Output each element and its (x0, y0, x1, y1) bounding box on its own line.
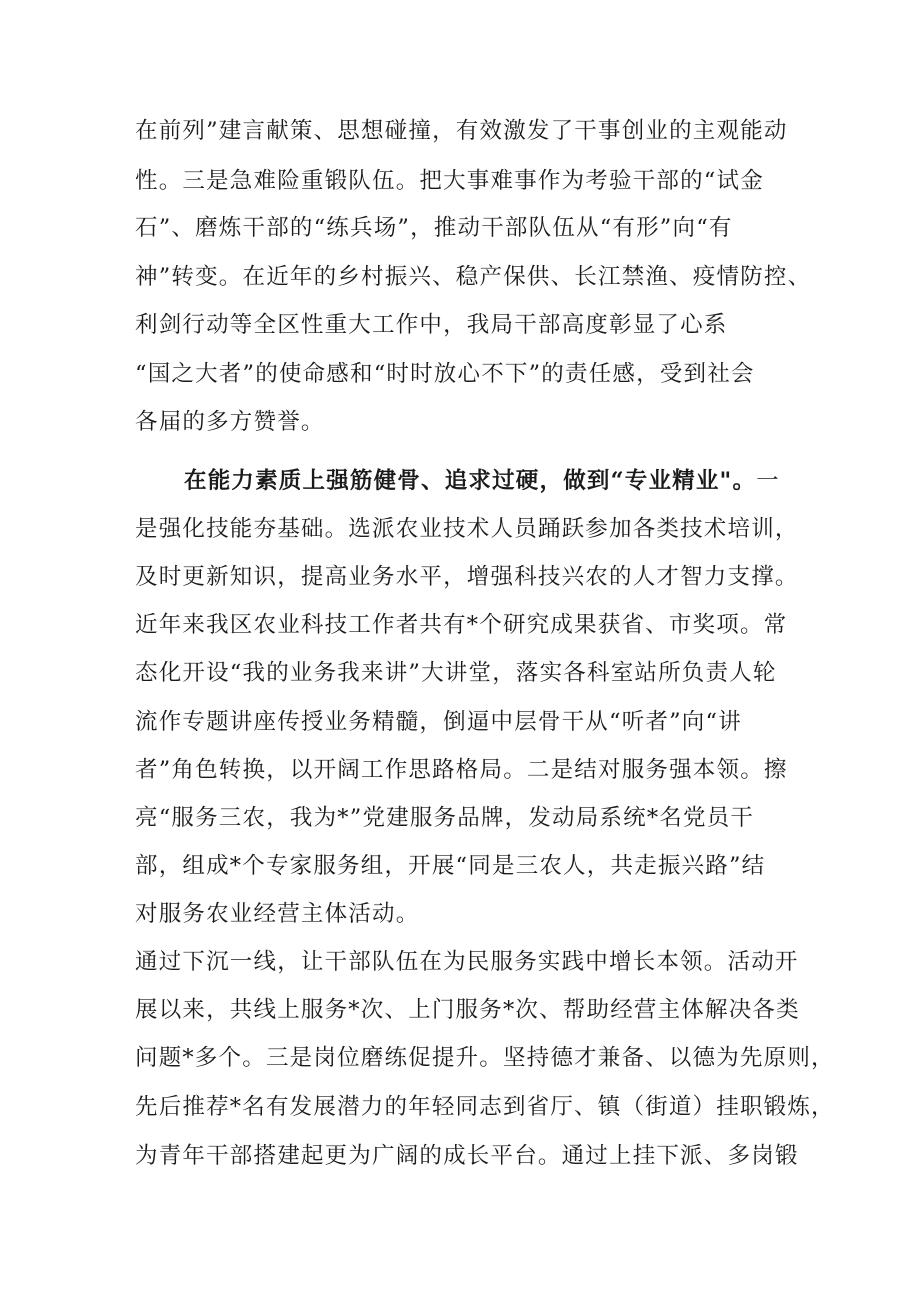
text-line: 先后推荐*名有发展潜力的年轻同志到省厅、镇（街道）挂职锻炼， (135, 1094, 835, 1120)
text-line: 部，组成*个专家服务组，开展“同是三农人，共走振兴路”结 (135, 853, 766, 879)
text-line: 及时更新知识，提高业务水平，增强科技兴农的人才智力支撑。 (135, 564, 799, 590)
text-line: 者”角色转换，以开阔工作思路格局。二是结对服务强本领。擦 (135, 757, 788, 783)
text-line: 通过下沉一线，让干部队伍在为民服务实践中增长本领。活动开 (135, 949, 799, 975)
text-line: 神”转变。在近年的乡村振兴、稳产保供、长江禁渔、疫情防控、 (135, 264, 812, 290)
text-line: 各届的多方赞誉。 (135, 409, 325, 435)
text-line: 在前列”建言献策、思想碰撞，有效激发了干事创业的主观能动 (135, 118, 788, 144)
text-line: “国之大者”的使命感和“时时放心不下”的责任感，受到社会 (135, 361, 755, 387)
text-line: 展以来，共线上服务*次、上门服务*次、帮助经营主体解决各类 (135, 997, 800, 1023)
section-heading: 在能力素质上强筋健骨、追求过硬，做到“专业精业"。 (184, 468, 757, 494)
text-line: 利剑行动等全区性重大工作中，我局干部高度彰显了心系 (135, 312, 728, 338)
text-line: 近年来我区农业科技工作者共有*个研究成果获省、市奖项。常 (135, 612, 788, 638)
text-line: 问题*多个。三是岗位磨练促提升。坚持德才兼备、以德为先原则， (135, 1045, 835, 1071)
text-line: 亮“服务三农，我为*”党建服务品牌，发动局系统*名党员干 (135, 805, 755, 831)
text-line: 为青年干部搭建起更为广阔的成长平台。通过上挂下派、多岗锻 (135, 1143, 799, 1169)
text-line: 态化开设“我的业务我来讲”大讲堂，落实各科室站所负责人轮 (135, 660, 777, 686)
section-heading-line (184, 466, 780, 496)
text-line: 流作专题讲座传授业务精髓，倒逼中层骨干从“听者”向“讲 (135, 709, 742, 735)
text-line: 石”、磨炼干部的“练兵场”，推动干部队伍从“有形”向“有 (135, 215, 733, 241)
text-line: 是强化技能夯基础。选派农业技术人员踊跃参加各类技术培训， (135, 516, 799, 542)
text-fragment: 一 (756, 468, 780, 494)
text-line: 性。三是急难险重锻队伍。把大事难事作为考验干部的“试金 (135, 168, 764, 194)
text-line: 对服务农业经营主体活动。 (135, 901, 420, 927)
